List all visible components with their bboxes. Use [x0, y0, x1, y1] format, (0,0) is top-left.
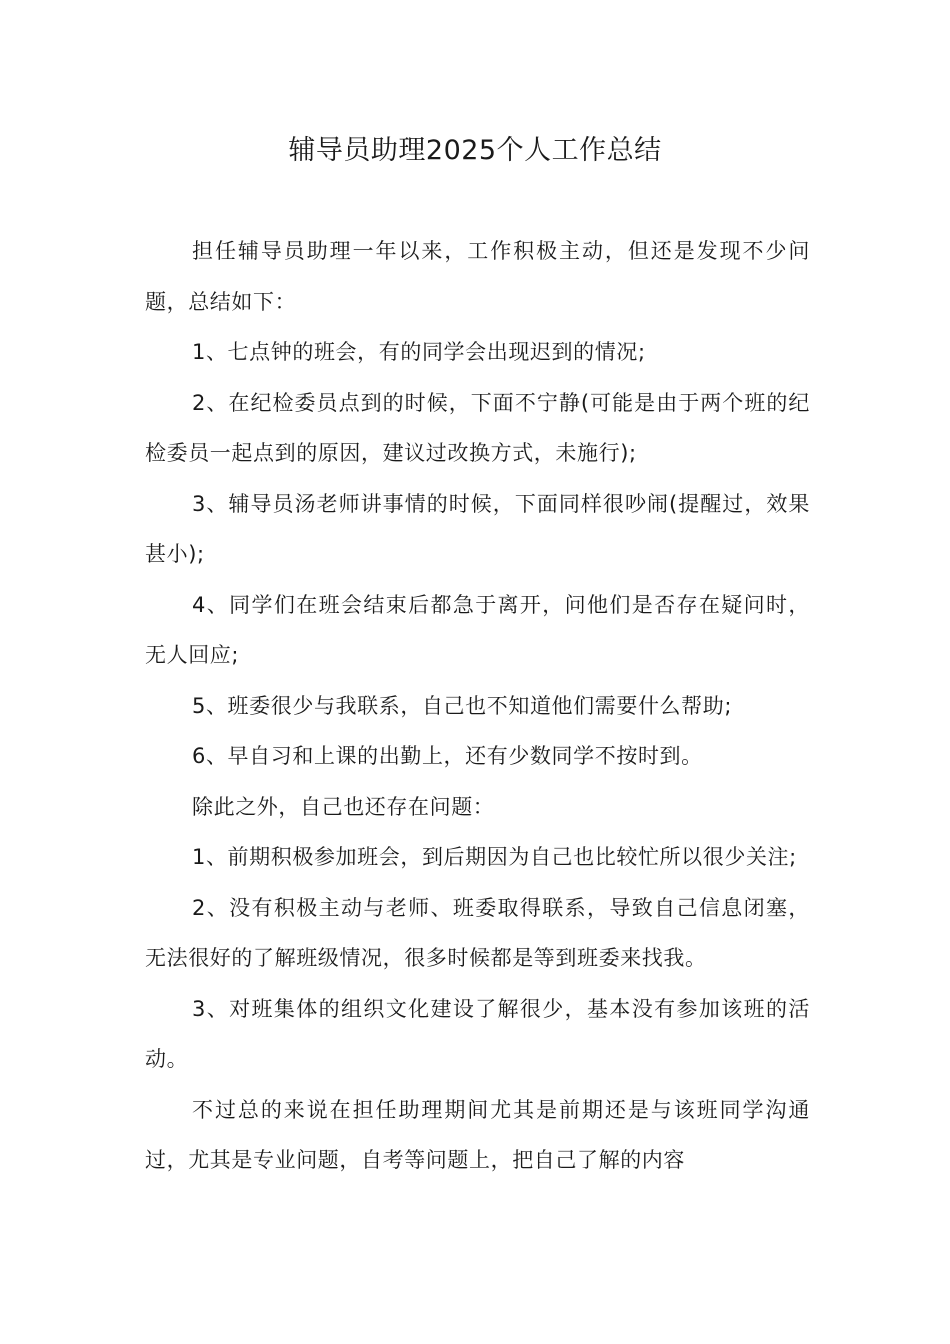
- paragraph-self-item-2: 2、没有积极主动与老师、班委取得联系，导致自己信息闭塞，无法很好的了解班级情况，很多时候都是等到班委来找我。: [145, 895, 810, 970]
- paragraph-self-item-1: 1、前期积极参加班会，到后期因为自己也比较忙所以很少关注;: [192, 845, 797, 869]
- paragraph-item-2: 2、在纪检委员点到的时候，下面不宁静(可能是由于两个班的纪检委员一起点到的原因，建议过改换方式，未施行);: [145, 390, 810, 465]
- paragraph-item-4: 4、同学们在班会结束后都急于离开，问他们是否存在疑问时，无人回应;: [145, 592, 810, 667]
- document-title: 辅导员助理2025个人工作总结: [288, 135, 662, 166]
- paragraph-item-6: 6、早自习和上课的出勤上，还有少数同学不按时到。: [192, 744, 703, 768]
- document-body: [145, 226, 810, 1186]
- paragraph-intro: 担任辅导员助理一年以来，工作积极主动，但还是发现不少问题，总结如下：: [145, 239, 810, 314]
- paragraph-conclusion: 不过总的来说在担任助理期间尤其是前期还是与该班同学沟通过，尤其是专业问题，自考等问题上，把自己了解的内容: [145, 1097, 810, 1172]
- paragraph-self-problems-intro: 除此之外，自己也还存在问题：: [192, 794, 495, 819]
- paragraph-item-5: 5、班委很少与我联系，自己也不知道他们需要什么帮助;: [192, 693, 733, 718]
- paragraph-item-1: 1、七点钟的班会，有的同学会出现迟到的情况;: [192, 340, 646, 364]
- paragraph-self-item-3: 3、对班集体的组织文化建设了解很少，基本没有参加该班的活动。: [145, 996, 810, 1071]
- paragraph-item-3: 3、辅导员汤老师讲事情的时候，下面同样很吵闹(提醒过，效果甚小);: [145, 491, 810, 566]
